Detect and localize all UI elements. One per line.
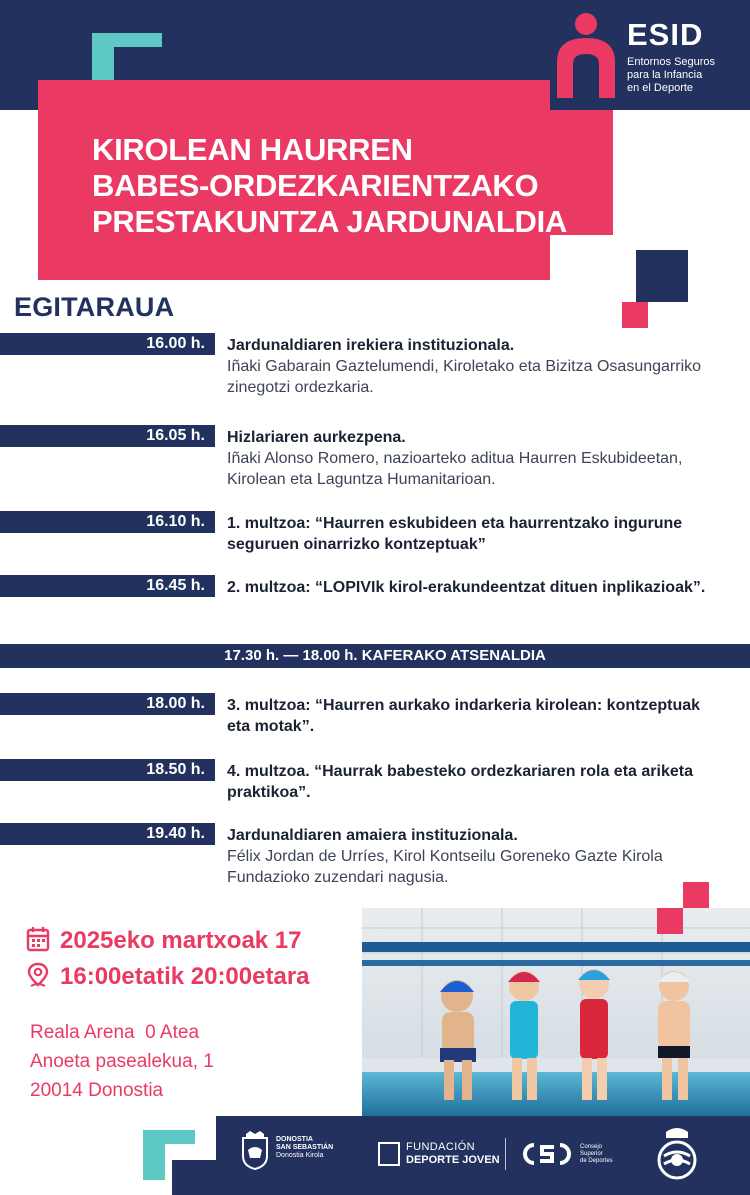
event-date xyxy=(26,926,302,955)
time-label: 16.45 h. xyxy=(0,575,215,597)
sponsor-divider xyxy=(505,1138,506,1170)
agenda-text xyxy=(227,761,727,803)
time-label: 18.50 h. xyxy=(0,759,215,781)
section-heading: EGITARAUA xyxy=(14,292,175,322)
sponsor-line: DEPORTE JOVEN xyxy=(406,1154,500,1166)
agenda-title: 4. multzoa. “Haurrak babesteko ordezkariaren rola eta ariketa praktikoa”. xyxy=(227,763,693,801)
address-line: Anoeta pasealekua, 1 xyxy=(30,1051,214,1072)
time-label: 18.00 h. xyxy=(0,693,215,715)
agenda-text xyxy=(227,513,727,555)
navy-square-decoration xyxy=(636,250,688,302)
title-line: KIROLEAN HAURREN xyxy=(92,132,413,167)
sponsor-text xyxy=(276,1136,333,1152)
agenda-detail: Iñaki Alonso Romero, nazioarteko aditua Haurren Eskubideetan, Kirolean eta Laguntza Humanitarioan. xyxy=(227,450,683,488)
agenda-title: Jardunaldiaren irekiera instituzionala. xyxy=(227,337,515,354)
esid-logo xyxy=(555,10,745,100)
sponsor-line: SAN SEBASTIÁN xyxy=(276,1144,334,1151)
fdj-mark-icon xyxy=(378,1142,400,1166)
csd-logo xyxy=(520,1138,620,1170)
tagline-line: para la Infancia xyxy=(627,69,703,81)
city-crest-icon xyxy=(240,1130,270,1170)
tagline-line: en el Deporte xyxy=(627,82,694,94)
real-sociedad-crest-icon xyxy=(652,1126,702,1182)
title-line: BABES-ORDEZKARIENTZAKO xyxy=(92,168,539,203)
time-label: 16.05 h. xyxy=(0,425,215,447)
sponsor-line: FUNDACIÓN xyxy=(406,1141,475,1153)
agenda-detail: Iñaki Gabarain Gaztelumendi, Kiroletako eta Bizitza Osasungarriko zinegotzi ordezkaria. xyxy=(227,358,702,396)
agenda-text xyxy=(227,825,727,888)
agenda-title: 1. multzoa: “Haurren eskubideen eta haurrentzako ingurune seguruen oinarrizko kontzeptuak” xyxy=(227,515,683,553)
pink-square-decoration xyxy=(683,882,709,908)
agenda-text xyxy=(227,335,727,398)
csd-mark-icon xyxy=(520,1142,576,1166)
teal-corner-decoration xyxy=(92,33,162,81)
time-label: 16.00 h. xyxy=(0,333,215,355)
logo-word: ESID xyxy=(627,17,704,52)
title-line: PRESTAKUNTZA JARDUNALDIA xyxy=(92,204,568,239)
logo-tagline xyxy=(627,56,715,95)
sponsor-line: Consejo Superior de Deportes xyxy=(580,1144,613,1164)
address-line: 20014 Donostia xyxy=(30,1080,164,1101)
agenda-text xyxy=(227,577,727,598)
title-box-tab xyxy=(75,80,425,110)
agenda-detail: Félix Jordan de Urríes, Kirol Kontseilu Goreneko Gazte Kirola Fundazioko zuzendari nagusia. xyxy=(227,848,663,886)
navy-block-decoration xyxy=(172,1160,216,1195)
location-pin-icon xyxy=(26,962,50,988)
tagline-line: Entornos Seguros xyxy=(627,56,716,68)
person-figure-icon xyxy=(555,12,617,98)
page-title xyxy=(92,132,592,240)
time-label: 19.40 h. xyxy=(0,823,215,845)
agenda-title: 2. multzoa: “LOPIVIk kirol-erakundeentzat dituen inplikazioak”. xyxy=(227,579,706,596)
event-date-text: 2025eko martxoak 17 xyxy=(60,927,302,954)
agenda-text xyxy=(227,427,727,490)
coffee-break-bar: 17.30 h. — 18.00 h. KAFERAKO ATSENALDIA xyxy=(0,644,750,668)
donostia-kirola-logo xyxy=(240,1130,350,1174)
event-hours-text: 16:00etatik 20:00etara xyxy=(60,963,310,990)
agenda-title: Hizlariaren aurkezpena. xyxy=(227,429,406,446)
pink-square-decoration xyxy=(622,302,648,328)
sponsor-line: Donostia Kirola xyxy=(276,1152,324,1159)
event-hours xyxy=(26,962,310,991)
event-address xyxy=(30,1018,214,1105)
agenda-title: 3. multzoa: “Haurren aurkako indarkeria kirolean: kontzeptuak eta motak”. xyxy=(227,697,701,735)
pink-square-decoration xyxy=(657,908,683,934)
agenda-title: Jardunaldiaren amaiera instituzionala. xyxy=(227,827,518,844)
sponsor-line: DONOSTIA xyxy=(276,1136,313,1143)
time-label: 16.10 h. xyxy=(0,511,215,533)
agenda-text xyxy=(227,695,727,737)
fundacion-deporte-joven-logo xyxy=(378,1138,500,1170)
swimmers-photo xyxy=(362,908,750,1116)
calendar-icon xyxy=(26,926,50,952)
address-line: Reala Arena 0 Atea xyxy=(30,1022,200,1043)
